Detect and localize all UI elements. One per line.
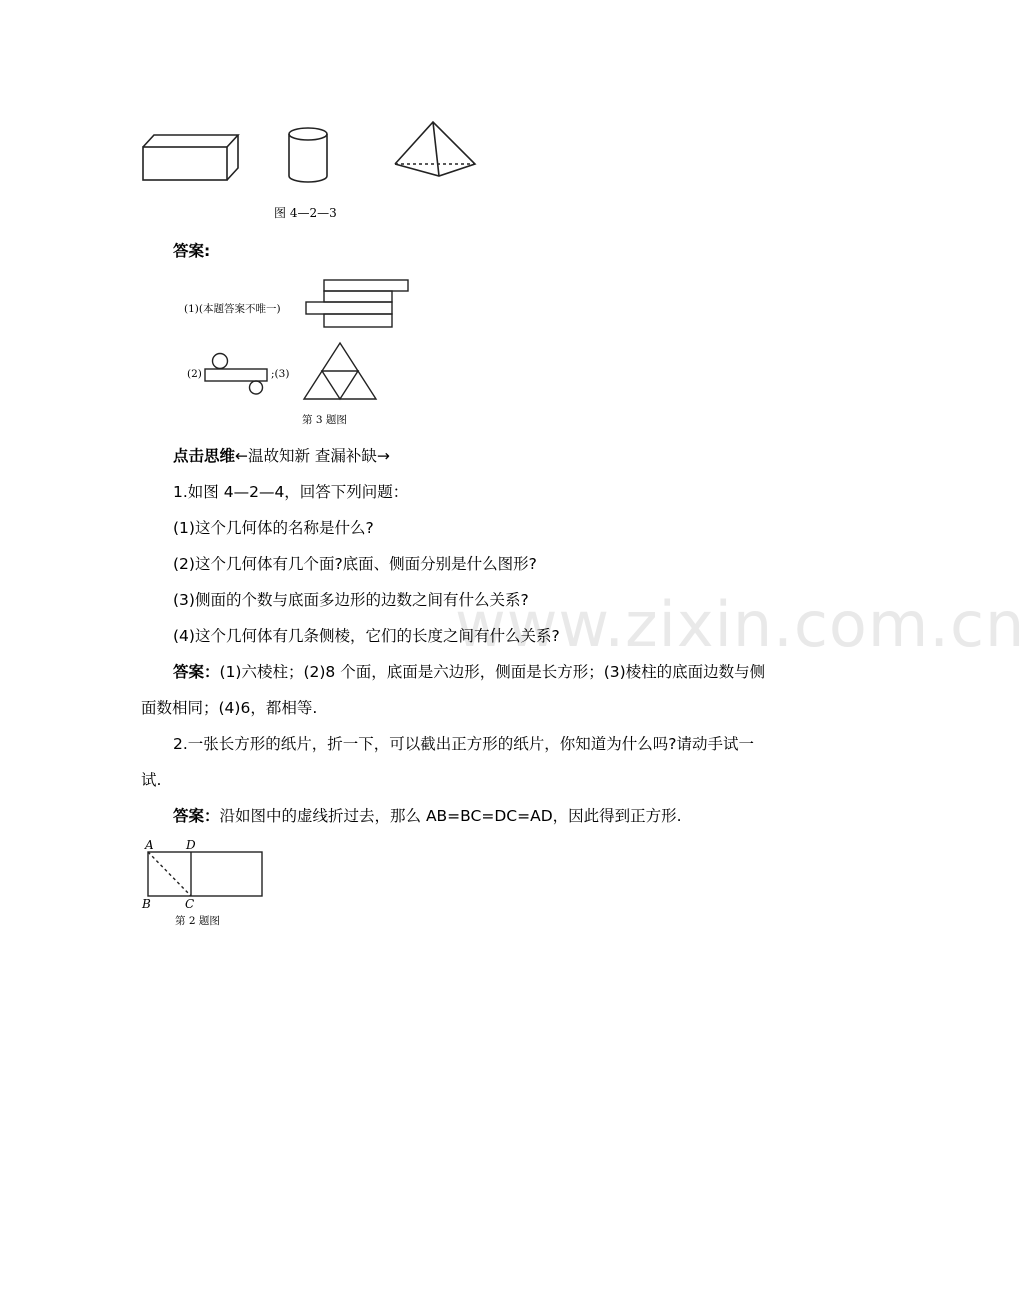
watermark: www.zixin.com.cn (455, 588, 1025, 661)
fold-label-b: B (142, 897, 151, 911)
pyramid-drawing (395, 122, 475, 176)
figure-caption-top: 图 4—2—3 (274, 206, 337, 220)
fold-label-a: A (145, 838, 154, 852)
q2-answer-label: 答案： (173, 807, 220, 825)
section-heading-bold: 点击思维 (173, 447, 236, 465)
fold-label-c: C (185, 897, 195, 911)
q2-answer-text: 沿如图中的虚线折过去，那么 AB=BC=DC=AD，因此得到正方形. (219, 807, 682, 825)
answer-label-1: 答案: (173, 242, 211, 260)
pyramid-net-figure (302, 341, 378, 403)
rectangular-prism-drawing (143, 135, 238, 180)
q1-intro: 1.如图 4—2—4，回答下列问题： (173, 483, 409, 501)
q2-answer (173, 806, 682, 826)
q2-line-2: 试. (141, 771, 162, 789)
answer-figure-part2-label: (2) (187, 368, 202, 380)
q1-answer-text-1: (1)六棱柱；(2)8 个面，底面是六边形，侧面是长方形；(3)棱柱的底面边数与侧 (219, 663, 766, 681)
answer-figure-part3-label: ;(3) (271, 368, 290, 380)
q1-item-4: (4)这个几何体有几条侧棱，它们的长度之间有什么关系? (173, 627, 560, 645)
q1-item-2: (2)这个几何体有几个面?底面、侧面分别是什么图形? (173, 555, 537, 573)
answer-figure-caption: 第 3 题图 (302, 414, 347, 426)
section-heading (173, 446, 390, 466)
fold-figure (147, 850, 265, 898)
fold-label-d: D (186, 838, 196, 852)
q1-answer-label: 答案： (173, 663, 220, 681)
q2-line-1: 2.一张长方形的纸片，折一下，可以截出正方形的纸片，你知道为什么吗?请动手试一 (173, 735, 755, 753)
q1-item-3: (3)侧面的个数与底面多边形的边数之间有什么关系? (173, 591, 529, 609)
q1-answer-line-2: 面数相同；(4)6，都相等. (141, 699, 318, 717)
q1-answer-line-1 (173, 662, 765, 682)
cylinder-drawing (289, 128, 327, 182)
solids-figure (130, 118, 490, 193)
cylinder-net-figure (200, 350, 272, 396)
q1-item-1: (1)这个几何体的名称是什么? (173, 519, 374, 537)
answer-figure-part1-label: (1)(本题答案不唯一) (184, 303, 281, 315)
section-heading-rest: ←温故知新 查漏补缺→ (235, 447, 390, 465)
fold-figure-caption: 第 2 题图 (175, 915, 220, 927)
prism-net-figure (300, 278, 415, 330)
